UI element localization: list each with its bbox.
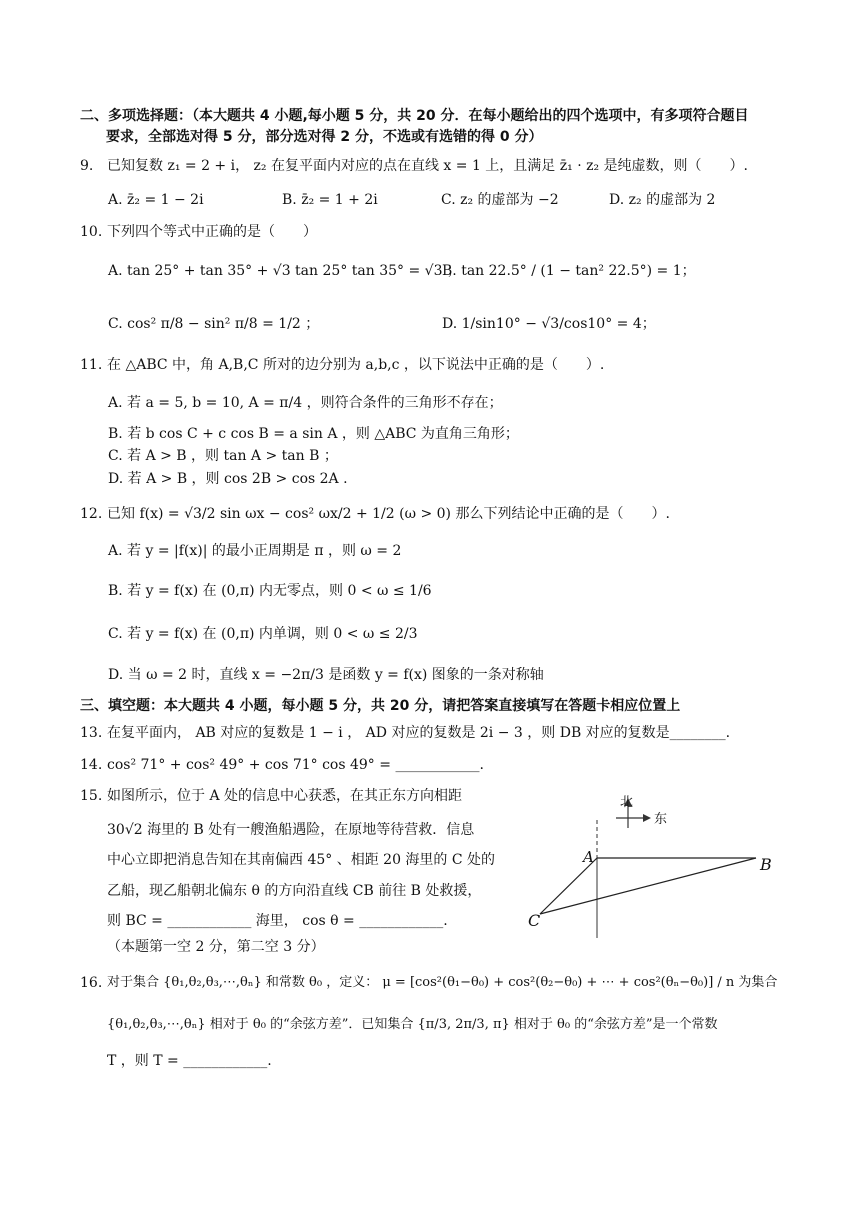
- q10-option-b: B. tan 22.5° / (1 − tan² 22.5°) = 1；: [442, 263, 696, 279]
- q14-number: 14.: [80, 757, 103, 773]
- q12-number: 12.: [80, 506, 103, 522]
- segment-AC: [540, 858, 597, 914]
- q15-number: 15.: [80, 788, 103, 804]
- q15-line4: 乙船，现乙船朝北偏东 θ 的方向沿直线 CB 前往 B 处救援，: [107, 883, 482, 899]
- q14-text: cos² 71° + cos² 49° + cos 71° cos 49° = ____________.: [107, 757, 484, 773]
- q12-text: 已知 f(x) = √3/2 sin ωx − cos² ωx/2 + 1/2 (ω > 0) 那么下列结论中正确的是（ ）.: [107, 506, 670, 522]
- q10-option-d: D. 1/sin10° − √3/cos10° = 4；: [442, 316, 656, 332]
- q15-line2: 30√2 海里的 B 处有一艘渔船遇险，在原地等待营救．信息: [107, 822, 475, 838]
- q10-option-a: A. tan 25° + tan 35° + √3 tan 25° tan 35° = √3 ；: [108, 263, 461, 279]
- q9-option-b: B. z̄₂ = 1 + 2i: [282, 192, 378, 208]
- q11-option-d: D. 若 A > B ，则 cos 2B > cos 2A .: [108, 471, 348, 487]
- point-A-label: A: [583, 848, 594, 866]
- navigation-diagram: [520, 790, 780, 940]
- q10-number: 10.: [80, 224, 103, 240]
- q15-figure: [520, 790, 780, 940]
- q9-stem: [107, 158, 748, 175]
- q16-line2: {θ₁,θ₂,θ₃,⋯,θₙ} 相对于 θ₀ 的“余弦方差”．已知集合 {π/3, 2π/3, π} 相对于 θ₀ 的“余弦方差”是一个常数: [107, 1017, 718, 1032]
- east-arrow-icon: [643, 814, 651, 822]
- q12-option-a: A. 若 y = |f(x)| 的最小正周期是 π ，则 ω = 2: [108, 543, 402, 559]
- q12-option-b: B. 若 y = f(x) 在 (0,π) 内无零点，则 0 < ω ≤ 1/6: [108, 583, 432, 599]
- q16-line1: 对于集合 {θ₁,θ₂,θ₃,⋯,θₙ} 和常数 θ₀ ，定义： μ = [cos²(θ₁−θ₀) + cos²(θ₂−θ₀) + ⋯ + cos²(θₙ−θ₀)] / n 为集合: [107, 975, 778, 990]
- q15-note: （本题第一空 2 分，第二空 3 分）: [107, 939, 325, 955]
- q9-option-c: C. z₂ 的虚部为 −2: [441, 192, 559, 208]
- section2-heading: [80, 108, 749, 125]
- q9-text: 已知复数 z₁ = 2 + i， z₂ 在复平面内对应的点在直线 x = 1 上，且满足 z̄₁ · z₂ 是纯虚数，则（ ）.: [107, 158, 748, 174]
- q12-option-d: D. 当 ω = 2 时，直线 x = −2π/3 是函数 y = f(x) 图象的一条对称轴: [108, 667, 544, 683]
- q16-line3: T ，则 T = ____________.: [107, 1053, 272, 1069]
- q9-number: 9.: [80, 158, 94, 174]
- section3-heading: 三、填空题：本大题共 4 小题，每小题 5 分，共 20 分，请把答案直接填写在答题卡相应位置上: [80, 698, 681, 714]
- section2-heading-line2: 要求，全部选对得 5 分，部分选对得 2 分，不选或有选错的得 0 分）: [106, 129, 543, 145]
- q15-line5: 则 BC = ____________ 海里， cos θ = ____________.: [107, 913, 448, 929]
- q10-option-c: C. cos² π/8 − sin² π/8 = 1/2 ；: [108, 316, 320, 332]
- segment-CB: [540, 858, 756, 914]
- point-B-label: B: [760, 855, 772, 874]
- q10-text: 下列四个等式中正确的是（ ）: [107, 224, 317, 240]
- east-label: 东: [654, 812, 668, 827]
- q12-option-c: C. 若 y = f(x) 在 (0,π) 内单调，则 0 < ω ≤ 2/3: [108, 626, 418, 642]
- section2-heading-line1: 二、多项选择题：（本大题共 4 小题,每小题 5 分，共 20 分．在每小题给出的四个选项中，有多项符合题目: [80, 108, 749, 124]
- q11-number: 11.: [80, 357, 103, 373]
- q16-number: 16.: [80, 975, 103, 991]
- q13-text: 在复平面内， AB 对应的复数是 1 − i ， AD 对应的复数是 2i − 3 ，则 DB 对应的复数是________.: [107, 725, 731, 741]
- section2-heading-2: [106, 129, 542, 146]
- q11-option-b: B. 若 b cos C + c cos B = a sin A ，则 △ABC 为直角三角形；: [108, 426, 519, 442]
- point-C-label: C: [528, 911, 541, 930]
- q9-option-a: A. z̄₂ = 1 − 2i: [108, 192, 204, 208]
- q13-number: 13.: [80, 725, 103, 741]
- q15-line3: 中心立即把消息告知在其南偏西 45° 、相距 20 海里的 C 处的: [107, 852, 496, 868]
- q11-text: 在 △ABC 中，角 A,B,C 所对的边分别为 a,b,c ，以下说法中正确的是（ ）.: [107, 357, 605, 373]
- q9-option-d: D. z₂ 的虚部为 2: [609, 192, 716, 208]
- q15-line1: 如图所示，位于 A 处的信息中心获悉，在其正东方向相距: [107, 788, 463, 804]
- north-label: 北: [620, 795, 634, 810]
- q11-option-c: C. 若 A > B ，则 tan A > tan B ；: [108, 448, 338, 464]
- q11-option-a: A. 若 a = 5, b = 10, A = π/4 ，则符合条件的三角形不存在；: [108, 395, 503, 411]
